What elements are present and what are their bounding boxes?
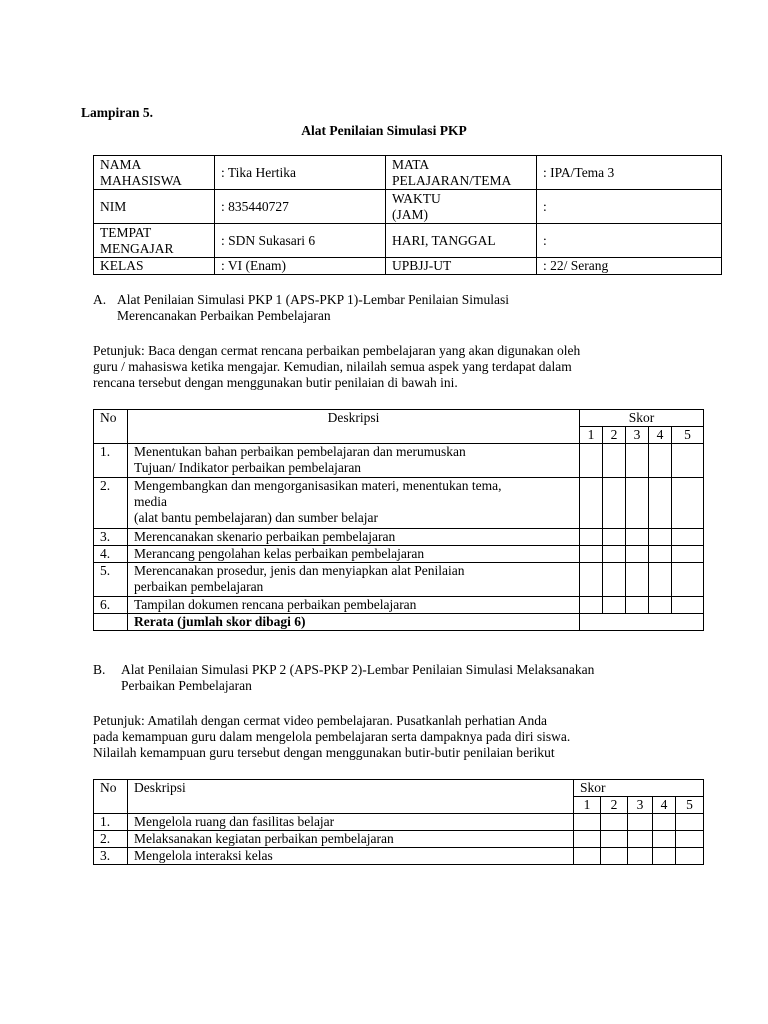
row-description <box>128 814 574 831</box>
score-label: 1 <box>580 427 603 444</box>
score-cell[interactable] <box>672 597 704 614</box>
score-cell[interactable] <box>601 814 628 831</box>
score-cell[interactable] <box>626 597 649 614</box>
cell-line: KELAS <box>100 258 144 273</box>
score-cell[interactable] <box>574 831 601 848</box>
field-label <box>94 190 215 224</box>
cell-line: Mengelola ruang dan fasilitas belajar <box>134 814 335 829</box>
score-cell[interactable] <box>628 848 653 865</box>
score-cell[interactable] <box>626 546 649 563</box>
score-cell[interactable] <box>580 444 603 478</box>
score-cell[interactable] <box>676 831 704 848</box>
score-cell[interactable] <box>672 444 704 478</box>
cell-line: PELAJARAN/TEMA <box>392 172 512 188</box>
field-label <box>94 156 215 190</box>
cell-line: NIM <box>100 198 127 214</box>
cell-line: (JAM) <box>392 206 428 222</box>
instruction-line: Petunjuk: Amatilah dengan cermat video pembelajaran. Pusatkanlah perhatian Anda <box>93 713 547 728</box>
identity-row <box>94 258 722 275</box>
row-number: 1. <box>94 444 128 478</box>
section-a-title-line: Alat Penilaian Simulasi PKP 1 (APS-PKP 1)-Lembar Penilaian Simulasi <box>117 292 509 307</box>
appendix-heading: Lampiran 5. <box>81 105 154 120</box>
identity-row <box>94 224 722 258</box>
score-cell[interactable] <box>626 444 649 478</box>
score-cell[interactable] <box>603 444 626 478</box>
cell-line: MATA <box>392 156 430 172</box>
score-label: 3 <box>628 797 653 814</box>
row-number: 2. <box>94 478 128 529</box>
col-no-header: No <box>94 780 128 814</box>
row-number: 5. <box>94 563 128 597</box>
average-row <box>94 614 704 631</box>
average-label: Rerata (jumlah skor dibagi 6) <box>128 614 580 631</box>
score-cell[interactable] <box>603 546 626 563</box>
cell-line: TEMPAT <box>100 224 152 240</box>
average-spacer <box>94 614 128 631</box>
score-cell[interactable] <box>626 563 649 597</box>
table-row <box>94 546 704 563</box>
col-desc-header: Deskripsi <box>128 780 574 814</box>
assessment-table-b <box>93 779 704 865</box>
table-row <box>94 848 704 865</box>
score-cell[interactable] <box>672 529 704 546</box>
score-cell[interactable] <box>676 814 704 831</box>
col-score-header: Skor <box>574 780 704 797</box>
identity-row <box>94 156 722 190</box>
score-cell[interactable] <box>603 478 626 529</box>
section-b-title-line: Alat Penilaian Simulasi PKP 2 (APS-PKP 2)-Lembar Penilaian Simulasi Melaksanakan <box>121 662 595 677</box>
cell-line: Tampilan dokumen rencana perbaikan pembelajaran <box>134 597 417 612</box>
col-no-header: No <box>94 410 128 444</box>
instruction-line: Nilailah kemampuan guru tersebut dengan menggunakan butir-butir penilaian berikut <box>93 745 555 760</box>
instruction-line: pada kemampuan guru dalam mengelola pembelajaran serta dampaknya pada diri siswa. <box>93 729 571 744</box>
field-value: : <box>537 190 722 224</box>
row-description <box>128 563 580 597</box>
score-cell[interactable] <box>574 848 601 865</box>
score-cell[interactable] <box>653 831 676 848</box>
cell-line: Merencanakan skenario perbaikan pembelajaran <box>134 529 396 544</box>
cell-line: MENGAJAR <box>100 240 174 256</box>
score-cell[interactable] <box>603 563 626 597</box>
table-row <box>94 814 704 831</box>
score-cell[interactable] <box>649 597 672 614</box>
identity-row <box>94 190 722 224</box>
score-cell[interactable] <box>603 597 626 614</box>
score-cell[interactable] <box>649 563 672 597</box>
field-label <box>386 156 537 190</box>
score-cell[interactable] <box>653 814 676 831</box>
field-value: : SDN Sukasari 6 <box>215 224 386 258</box>
average-value-cell[interactable] <box>580 614 704 631</box>
cell-line: WAKTU <box>392 190 441 206</box>
instruction-line: rencana tersebut dengan menggunakan butir penilaian di bawah ini. <box>93 375 458 390</box>
identity-table <box>93 155 722 275</box>
section-a-instruction <box>93 343 580 391</box>
field-value: : 835440727 <box>215 190 386 224</box>
table-row <box>94 831 704 848</box>
score-label: 2 <box>603 427 626 444</box>
score-cell[interactable] <box>649 478 672 529</box>
field-value: : VI (Enam) <box>215 258 386 275</box>
cell-line: NAMA <box>100 156 142 172</box>
row-description <box>128 848 574 865</box>
table-row <box>94 529 704 546</box>
cell-line: UPBJJ-UT <box>392 258 452 273</box>
cell-line: HARI, TANGGAL <box>392 232 496 248</box>
instruction-line: guru / mahasiswa ketika mengajar. Kemudian, nilailah semua aspek yang terdapat dalam <box>93 359 572 374</box>
score-cell[interactable] <box>649 444 672 478</box>
row-number: 1. <box>94 814 128 831</box>
cell-line: Mengembangkan dan mengorganisasikan materi, menentukan tema, <box>134 478 502 493</box>
field-label <box>94 224 215 258</box>
col-score-header: Skor <box>580 410 704 427</box>
score-cell[interactable] <box>672 478 704 529</box>
col-desc-header: Deskripsi <box>128 410 580 444</box>
cell-line: (alat bantu pembelajaran) dan sumber belajar <box>134 510 379 525</box>
table-row <box>94 563 704 597</box>
section-b-instruction <box>93 713 570 761</box>
cell-line: MAHASISWA <box>100 172 182 188</box>
assessment-table-a <box>93 409 704 631</box>
field-label <box>386 190 537 224</box>
row-number: 3. <box>94 848 128 865</box>
row-description <box>128 478 580 529</box>
field-label <box>94 258 215 275</box>
row-number: 2. <box>94 831 128 848</box>
table-row <box>94 478 704 529</box>
score-label: 4 <box>653 797 676 814</box>
score-cell[interactable] <box>574 814 601 831</box>
cell-line: Merancang pengolahan kelas perbaikan pembelajaran <box>134 546 425 561</box>
score-cell[interactable] <box>580 546 603 563</box>
field-value: : 22/ Serang <box>537 258 722 275</box>
row-number: 3. <box>94 529 128 546</box>
instruction-line: Petunjuk: Baca dengan cermat rencana perbaikan pembelajaran yang akan digunakan oleh <box>93 343 581 358</box>
score-cell[interactable] <box>628 814 653 831</box>
score-label: 4 <box>649 427 672 444</box>
cell-line: Melaksanakan kegiatan perbaikan pembelajaran <box>134 831 394 846</box>
section-a-title <box>117 292 509 324</box>
score-cell[interactable] <box>626 478 649 529</box>
row-description <box>128 444 580 478</box>
score-cell[interactable] <box>580 563 603 597</box>
row-description <box>128 597 580 614</box>
row-description <box>128 831 574 848</box>
score-cell[interactable] <box>649 529 672 546</box>
score-cell[interactable] <box>672 546 704 563</box>
field-value: : IPA/Tema 3 <box>537 156 722 190</box>
score-label: 2 <box>601 797 628 814</box>
row-description <box>128 546 580 563</box>
section-a-letter: A. <box>93 292 107 307</box>
row-number: 4. <box>94 546 128 563</box>
field-label <box>386 258 537 275</box>
cell-line: Mengelola interaksi kelas <box>134 848 273 863</box>
cell-line: media <box>134 494 167 509</box>
field-value: : Tika Hertika <box>215 156 386 190</box>
table-row <box>94 444 704 478</box>
score-cell[interactable] <box>601 848 628 865</box>
section-b-letter: B. <box>93 662 106 677</box>
score-cell[interactable] <box>649 546 672 563</box>
score-label: 3 <box>626 427 649 444</box>
score-cell[interactable] <box>626 529 649 546</box>
page-title: Alat Penilaian Simulasi PKP <box>301 123 467 138</box>
score-label: 1 <box>574 797 601 814</box>
table-row <box>94 597 704 614</box>
score-cell[interactable] <box>601 831 628 848</box>
field-value: : <box>537 224 722 258</box>
cell-line: Tujuan/ Indikator perbaikan pembelajaran <box>134 460 362 475</box>
section-a-title-line: Merencanakan Perbaikan Pembelajaran <box>117 308 331 323</box>
score-cell[interactable] <box>603 529 626 546</box>
section-b-title-line: Perbaikan Pembelajaran <box>121 678 252 693</box>
score-cell[interactable] <box>628 831 653 848</box>
score-cell[interactable] <box>672 563 704 597</box>
score-cell[interactable] <box>580 478 603 529</box>
score-cell[interactable] <box>653 848 676 865</box>
cell-line: Merencanakan prosedur, jenis dan menyiapkan alat Penilaian <box>134 563 465 578</box>
cell-line: Menentukan bahan perbaikan pembelajaran dan merumuskan <box>134 444 466 459</box>
row-number: 6. <box>94 597 128 614</box>
score-cell[interactable] <box>676 848 704 865</box>
score-label: 5 <box>676 797 704 814</box>
row-description <box>128 529 580 546</box>
cell-line: perbaikan pembelajaran <box>134 579 264 594</box>
section-b-title <box>121 662 594 694</box>
score-cell[interactable] <box>580 529 603 546</box>
field-label <box>386 224 537 258</box>
score-label: 5 <box>672 427 704 444</box>
score-cell[interactable] <box>580 597 603 614</box>
